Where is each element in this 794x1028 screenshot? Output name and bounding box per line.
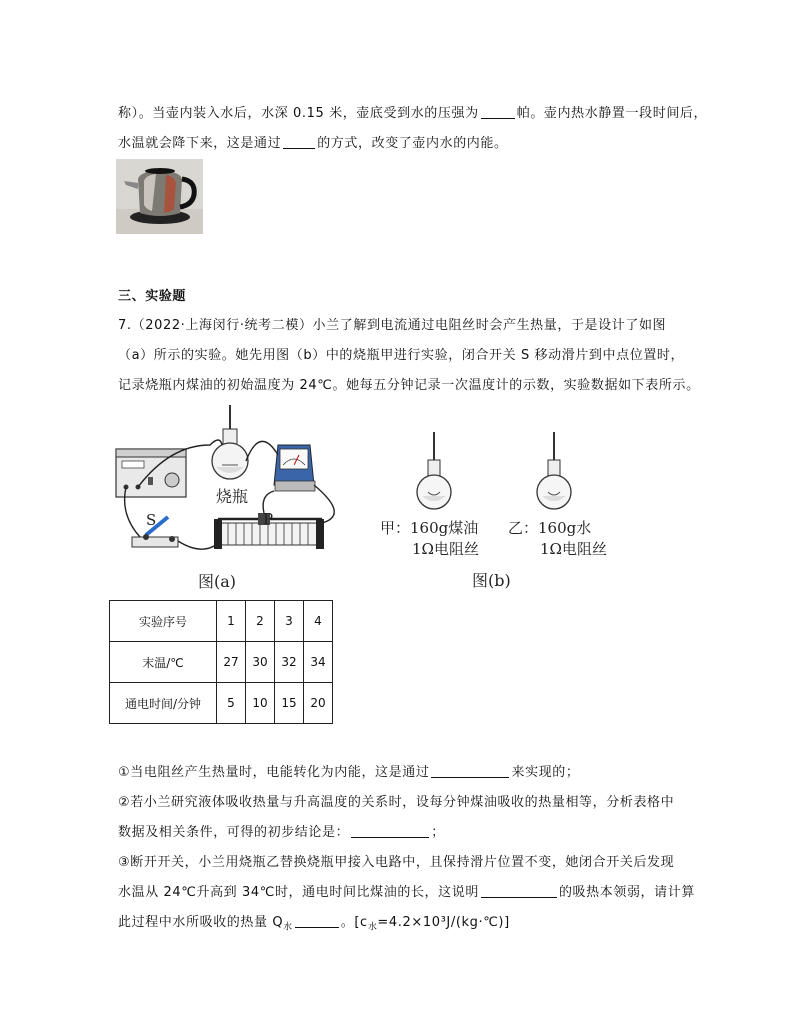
table-cell: 32 [275, 642, 304, 683]
sub3-line1: ③断开开关，小兰用烧瓶乙替换烧瓶甲接入电路中，且保持滑片位置不变，她闭合开关后发现 [118, 855, 675, 870]
section-title: 三、实验题 [118, 289, 187, 304]
figure-a-switch-label: S [146, 511, 157, 529]
table-row [110, 601, 333, 642]
sub3-c-subscript: 水 [367, 922, 378, 933]
figure-b-yi-sub: 1Ω电阻丝 [540, 540, 607, 558]
figure-a-flask-label: 烧瓶 [216, 487, 249, 506]
q6-line1-text-a: 称）。当壶内装入水后，水深 0.15 米，壶底受到水的压强为 [118, 106, 479, 121]
figure-b-jia-label: 甲：160g煤油 [380, 519, 479, 537]
answer-blank-heat[interactable] [295, 915, 339, 928]
q6-line2-text-b: 的方式，改变了壶内水的内能。 [317, 136, 508, 151]
table-header-cell: 末温/℃ [110, 642, 217, 683]
sub3-line2 [118, 881, 695, 900]
figure-a-slider-label: P [263, 510, 274, 528]
sub2-line2 [118, 821, 445, 840]
kettle-photo [116, 159, 203, 234]
q6-line1-text-b: 帕。壶内热水静置一段时间后， [516, 106, 708, 121]
table-header-cell: 实验序号 [110, 601, 217, 642]
sub3-q-subscript: 水 [283, 922, 293, 933]
q7-line2: （a）所示的实验。她先用图（b）中的烧瓶甲进行实验，闭合开关 S 移动滑片到中点位置时， [118, 348, 685, 363]
table-cell: 34 [304, 642, 333, 683]
flask-jia-icon [417, 432, 451, 509]
answer-blank-method[interactable] [283, 136, 315, 149]
answer-blank-sub3[interactable] [481, 885, 557, 898]
answer-blank-pressure[interactable] [481, 106, 515, 119]
flask-yi-icon [537, 432, 571, 509]
table-cell: 30 [246, 642, 275, 683]
table-cell: 10 [246, 683, 275, 724]
sub1-line [118, 761, 579, 780]
table-cell: 15 [275, 683, 304, 724]
sub3-text-b: 的吸热本领弱，请计算 [558, 885, 695, 900]
experiment-data-table [109, 600, 333, 724]
table-cell: 20 [304, 683, 333, 724]
sub1-text-b: 来实现的； [511, 765, 580, 780]
answer-blank-sub1[interactable] [431, 765, 509, 778]
figure-a-ammeter-label: A [288, 459, 296, 470]
answer-blank-sub2[interactable] [351, 825, 429, 838]
q7-line3: 记录烧瓶内煤油的初始温度为 24℃。她每五分钟记录一次温度计的示数，实验数据如下表所示。 [118, 378, 700, 393]
q6-line2-text-a: 水温就会降下来，这是通过 [118, 136, 282, 151]
table-cell: 3 [275, 601, 304, 642]
sub2-text-b: ； [431, 825, 445, 840]
table-cell: 27 [217, 642, 246, 683]
q6-line1 [118, 102, 707, 121]
figure-a-caption: 图(a) [198, 572, 237, 591]
figure-b-yi-label: 乙：160g水 [508, 519, 592, 537]
sub2-line1: ②若小兰研究液体吸收热量与升高温度的关系时，设每分钟煤油吸收的热量相等，分析表格中 [118, 795, 675, 810]
sub3-text-c: 。[c [340, 915, 368, 930]
table-cell: 2 [246, 601, 275, 642]
table-cell: 1 [217, 601, 246, 642]
sub2-text-a: 数据及相关条件，可得的初步结论是： [118, 825, 350, 840]
table-cell: 4 [304, 601, 333, 642]
table-row [110, 642, 333, 683]
q6-line2 [118, 132, 508, 151]
table-row [110, 683, 333, 724]
q7-line1: 7.（2022·上海闵行·统考二模）小兰了解到电流通过电阻丝时会产生热量，于是设计了如图 [118, 318, 667, 333]
sub3-line3 [118, 911, 510, 933]
table-cell: 5 [217, 683, 246, 724]
sub1-text-a: ①当电阻丝产生热量时，电能转化为内能，这是通过 [118, 765, 430, 780]
sub3-text-a: 水温从 24℃升高到 34℃时，通电时间比煤油的长，这说明 [118, 885, 479, 900]
sub3-text-c-value: =4.2×10³J/(kg·℃)] [377, 915, 510, 930]
figure-b-flasks [410, 432, 580, 512]
table-header-cell: 通电时间/分钟 [110, 683, 217, 724]
figure-b-caption: 图(b) [472, 571, 511, 590]
sub3-text-q: 此过程中水所吸收的热量 Q [118, 915, 284, 930]
figure-b-jia-sub: 1Ω电阻丝 [412, 540, 479, 558]
